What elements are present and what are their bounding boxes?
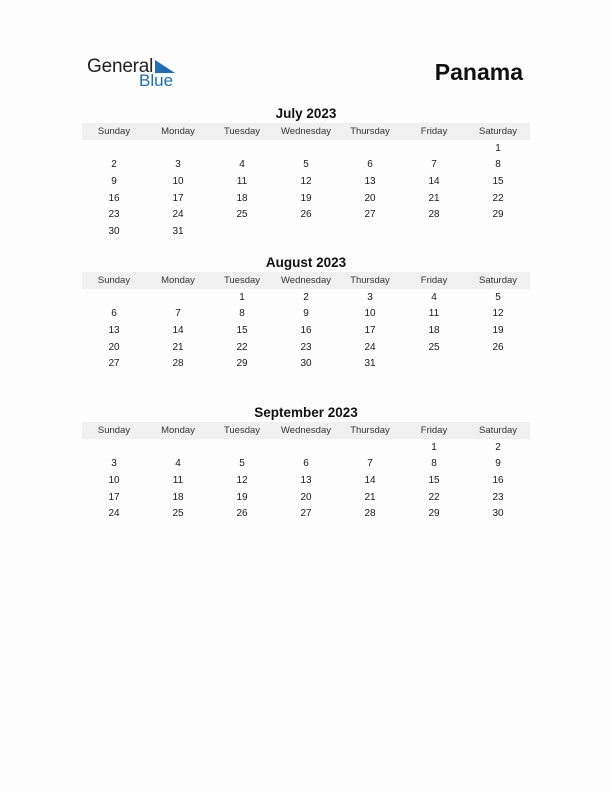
day-cell: 19 (300, 192, 312, 204)
weekday-header-row (82, 123, 530, 140)
week-row (82, 289, 530, 306)
day-cell: 6 (367, 159, 373, 171)
generalblue-logo (87, 56, 187, 92)
day-cell: 1 (495, 142, 501, 154)
day-cell: 23 (492, 491, 504, 503)
logo-text-blue: Blue (139, 71, 174, 90)
day-cell: 12 (492, 308, 504, 320)
day-cell: 18 (172, 491, 184, 503)
day-cell: 28 (172, 358, 184, 370)
day-cell: 18 (428, 324, 440, 336)
day-cell: 5 (239, 458, 245, 470)
week-row (82, 472, 530, 489)
day-cell: 17 (108, 491, 120, 503)
weekday-label: Thursday (350, 275, 390, 286)
weekday-label: Monday (161, 126, 195, 137)
logo-text-general: General (87, 56, 154, 77)
day-cell: 18 (236, 192, 248, 204)
day-cell: 29 (428, 508, 440, 520)
weekday-label: Sunday (97, 425, 131, 436)
day-cell: 23 (108, 209, 120, 221)
day-cell: 20 (300, 491, 312, 503)
week-row (82, 157, 530, 174)
weekday-header-row (82, 422, 530, 439)
day-cell: 30 (108, 225, 120, 237)
day-cell: 16 (300, 324, 312, 336)
day-cell: 30 (300, 358, 312, 370)
day-cell: 7 (431, 159, 437, 171)
day-cell: 26 (492, 341, 504, 353)
day-cell: 31 (364, 358, 376, 370)
day-cell: 17 (364, 324, 376, 336)
weekday-label: Tuesday (223, 275, 261, 286)
day-cell: 21 (172, 341, 184, 353)
day-cell: 24 (172, 209, 184, 221)
day-cell: 29 (492, 209, 504, 221)
weekday-label: Wednesday (281, 275, 331, 286)
day-cell: 27 (364, 209, 376, 221)
day-cell: 13 (300, 474, 312, 486)
day-cell: 6 (111, 308, 117, 320)
weekday-label: Thursday (350, 126, 390, 137)
day-cell: 15 (428, 474, 440, 486)
day-cell: 25 (236, 209, 248, 221)
day-cell: 8 (239, 308, 245, 320)
day-cell: 3 (111, 458, 117, 470)
day-cell: 15 (236, 324, 248, 336)
weekday-label: Saturday (478, 425, 518, 436)
weekday-label: Thursday (350, 425, 390, 436)
day-cell: 24 (364, 341, 376, 353)
weekday-label: Monday (161, 425, 195, 436)
weekday-label: Saturday (478, 126, 518, 137)
day-cell: 10 (108, 474, 120, 486)
month-calendar (82, 403, 530, 522)
day-cell: 4 (239, 159, 245, 171)
day-cell: 26 (300, 209, 312, 221)
month-calendar (82, 253, 530, 372)
day-cell: 22 (492, 192, 504, 204)
day-cell: 11 (236, 175, 248, 187)
day-cell: 25 (428, 341, 440, 353)
day-cell: 20 (108, 341, 120, 353)
week-row (82, 505, 530, 522)
day-cell: 28 (364, 508, 376, 520)
day-cell: 29 (236, 358, 248, 370)
month-calendar (82, 104, 530, 240)
day-cell: 20 (364, 192, 376, 204)
day-cell: 3 (175, 159, 181, 171)
weekday-label: Friday (420, 425, 448, 436)
weekday-label: Wednesday (281, 425, 331, 436)
day-cell: 26 (236, 508, 248, 520)
day-cell: 5 (495, 291, 501, 303)
day-cell: 23 (300, 341, 312, 353)
day-cell: 2 (303, 291, 309, 303)
weekday-label: Friday (420, 126, 448, 137)
week-row (82, 355, 530, 372)
day-cell: 10 (172, 175, 184, 187)
day-cell: 7 (175, 308, 181, 320)
week-row (82, 489, 530, 506)
weekday-label: Wednesday (281, 126, 331, 137)
day-cell: 30 (492, 508, 504, 520)
weekday-header-row (82, 272, 530, 289)
weekday-label: Tuesday (223, 126, 261, 137)
week-row (82, 173, 530, 190)
day-cell: 17 (172, 192, 184, 204)
day-cell: 21 (364, 491, 376, 503)
day-cell: 5 (303, 159, 309, 171)
day-cell: 11 (172, 474, 184, 486)
day-cell: 12 (300, 175, 312, 187)
week-row (82, 206, 530, 223)
day-cell: 27 (300, 508, 312, 520)
week-row (82, 322, 530, 339)
day-cell: 6 (303, 458, 309, 470)
day-cell: 8 (495, 159, 501, 171)
weekday-label: Friday (420, 275, 448, 286)
day-cell: 1 (431, 441, 437, 453)
month-title: July 2023 (275, 106, 337, 121)
day-cell: 14 (172, 324, 184, 336)
weekday-label: Sunday (97, 275, 131, 286)
day-cell: 13 (364, 175, 376, 187)
week-row (82, 306, 530, 323)
week-row (82, 140, 530, 157)
day-cell: 7 (367, 458, 373, 470)
day-cell: 12 (236, 474, 248, 486)
day-cell: 14 (364, 474, 376, 486)
day-cell: 9 (111, 175, 117, 187)
country-title: Panama (434, 59, 523, 85)
month-title: September 2023 (254, 405, 358, 420)
day-cell: 24 (108, 508, 120, 520)
day-cell: 10 (364, 308, 376, 320)
week-row (82, 223, 530, 240)
day-cell: 15 (492, 175, 504, 187)
weekday-label: Monday (161, 275, 195, 286)
weekday-label: Sunday (97, 126, 131, 137)
day-cell: 25 (172, 508, 184, 520)
week-row (82, 439, 530, 456)
weekday-label: Saturday (478, 275, 518, 286)
day-cell: 19 (492, 324, 504, 336)
day-cell: 16 (108, 192, 120, 204)
day-cell: 8 (431, 458, 437, 470)
day-cell: 19 (236, 491, 248, 503)
day-cell: 16 (492, 474, 504, 486)
weekday-label: Tuesday (223, 425, 261, 436)
day-cell: 21 (428, 192, 440, 204)
day-cell: 4 (175, 458, 181, 470)
day-cell: 22 (236, 341, 248, 353)
day-cell: 3 (367, 291, 373, 303)
month-title: August 2023 (265, 255, 347, 270)
day-cell: 13 (108, 324, 120, 336)
day-cell: 1 (239, 291, 245, 303)
day-cell: 2 (111, 159, 117, 171)
day-cell: 28 (428, 209, 440, 221)
day-cell: 27 (108, 358, 120, 370)
day-cell: 11 (428, 308, 440, 320)
day-cell: 14 (428, 175, 440, 187)
week-row (82, 339, 530, 356)
week-row (82, 456, 530, 473)
day-cell: 9 (495, 458, 501, 470)
day-cell: 4 (431, 291, 437, 303)
day-cell: 2 (495, 441, 501, 453)
week-row (82, 190, 530, 207)
day-cell: 9 (303, 308, 309, 320)
day-cell: 22 (428, 491, 440, 503)
day-cell: 31 (172, 225, 184, 237)
